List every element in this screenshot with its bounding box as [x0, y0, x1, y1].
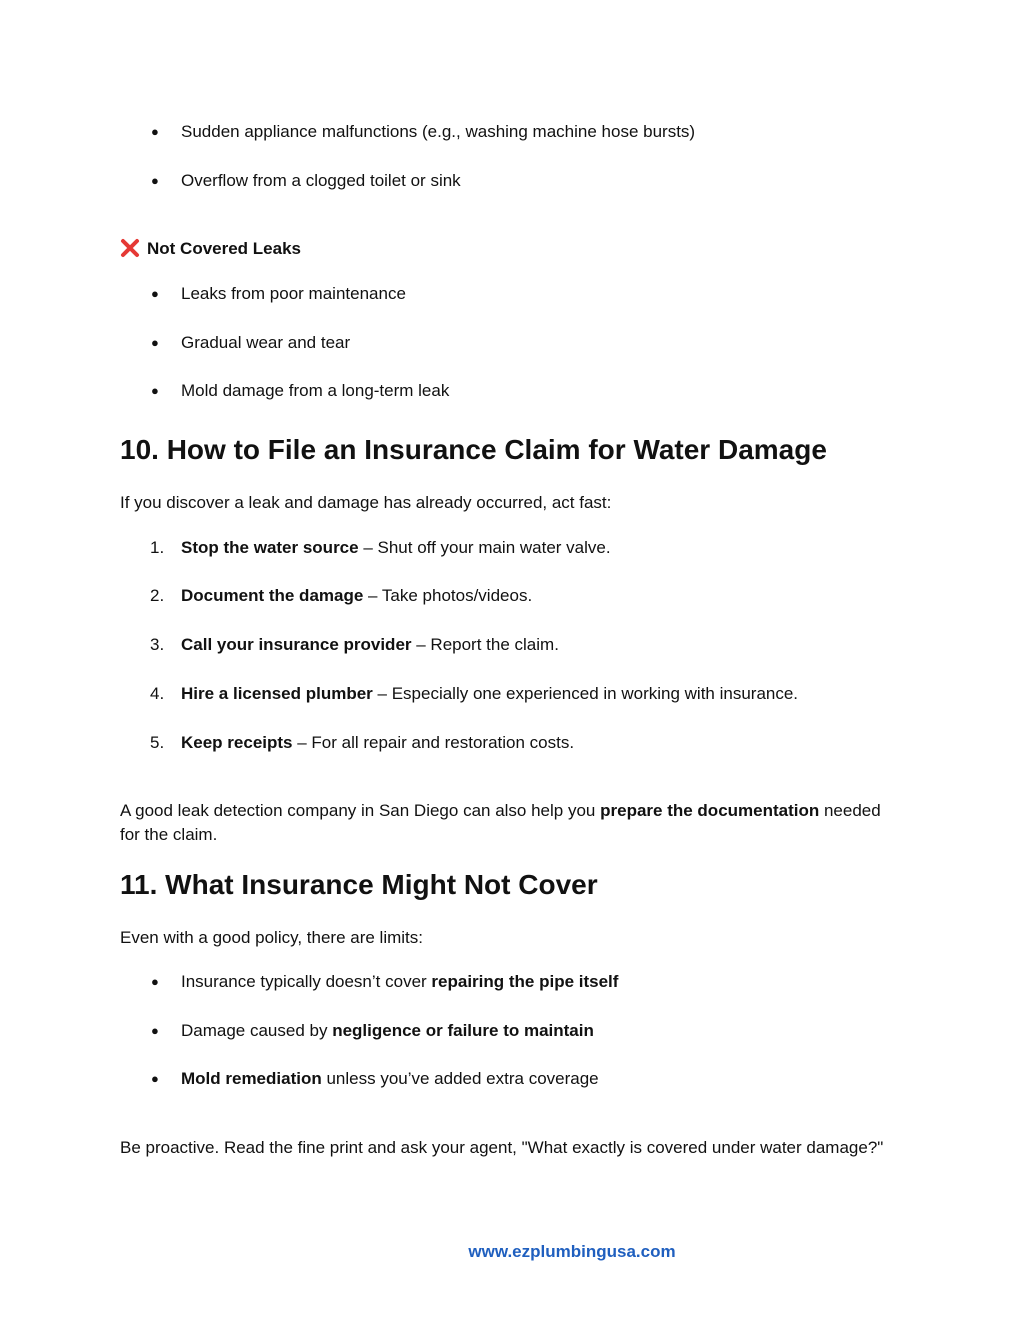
step-desc: – For all repair and restoration costs.	[292, 733, 575, 752]
not-covered-item: Leaks from poor maintenance	[181, 284, 406, 303]
exclusion-post: unless you’ve added extra coverage	[321, 1069, 599, 1088]
step-desc: – Shut off your main water valve.	[358, 538, 611, 557]
step-title: Stop the water source	[181, 538, 359, 557]
step-number: 2.	[150, 586, 165, 605]
section-10-closing	[120, 799, 900, 847]
step-title: Keep receipts	[181, 733, 293, 752]
not-covered-item: Gradual wear and tear	[181, 333, 351, 352]
step-desc: – Report the claim.	[411, 635, 559, 654]
exclusion-pre: Insurance typically doesn’t cover	[181, 972, 432, 991]
step-title: Call your insurance provider	[181, 635, 412, 654]
step-number: 1.	[150, 538, 165, 557]
section-11-heading: 11. What Insurance Might Not Cover	[120, 869, 598, 900]
exclusion-pre: Damage caused by	[181, 1021, 333, 1040]
website-link[interactable]: www.ezplumbingusa.com	[468, 1242, 676, 1261]
step-number: 4.	[150, 684, 165, 703]
exclusion-item	[181, 1067, 599, 1091]
bullet-dot: ●	[151, 1071, 159, 1086]
covered-item: Overflow from a clogged toilet or sink	[181, 171, 461, 190]
not-covered-item: Mold damage from a long-term leak	[181, 381, 450, 400]
covered-item: Sudden appliance malfunctions (e.g., washing machine hose bursts)	[181, 122, 696, 141]
claim-step	[181, 682, 798, 706]
claim-step	[181, 536, 611, 560]
section-10-heading: 10. How to File an Insurance Claim for Water Damage	[120, 434, 827, 465]
exclusion-item	[181, 1019, 594, 1043]
closing-post: needed for the claim.	[120, 801, 881, 844]
exclusion-bold: Mold remediation	[181, 1069, 322, 1088]
step-title: Document the damage	[181, 586, 364, 605]
closing-pre: A good leak detection company in San Diego can also help you	[120, 801, 601, 820]
bullet-dot: ●	[151, 1023, 159, 1038]
claim-step	[181, 584, 532, 608]
section-11-intro: Even with a good policy, there are limits:	[120, 928, 423, 947]
step-desc: – Especially one experienced in working with insurance.	[372, 684, 799, 703]
bullet-dot: ●	[151, 173, 159, 188]
cross-mark-icon	[120, 238, 140, 258]
step-number: 3.	[150, 635, 165, 654]
section-10-intro: If you discover a leak and damage has already occurred, act fast:	[120, 493, 612, 512]
not-covered-title: Not Covered Leaks	[147, 239, 301, 258]
step-title: Hire a licensed plumber	[181, 684, 373, 703]
exclusion-bold: repairing the pipe itself	[431, 972, 619, 991]
claim-step	[181, 731, 574, 755]
bullet-dot: ●	[151, 286, 159, 301]
section-11-closing: Be proactive. Read the fine print and ask your agent, "What exactly is covered under water damage?"	[120, 1138, 884, 1157]
not-covered-heading	[120, 237, 301, 261]
exclusion-item	[181, 970, 618, 994]
step-desc: – Take photos/videos.	[363, 586, 533, 605]
bullet-dot: ●	[151, 124, 159, 139]
closing-bold: prepare the documentation	[600, 801, 820, 820]
bullet-dot: ●	[151, 335, 159, 350]
bullet-dot: ●	[151, 974, 159, 989]
step-number: 5.	[150, 733, 165, 752]
bullet-dot: ●	[151, 383, 159, 398]
exclusion-bold: negligence or failure to maintain	[332, 1021, 594, 1040]
claim-step	[181, 633, 559, 657]
